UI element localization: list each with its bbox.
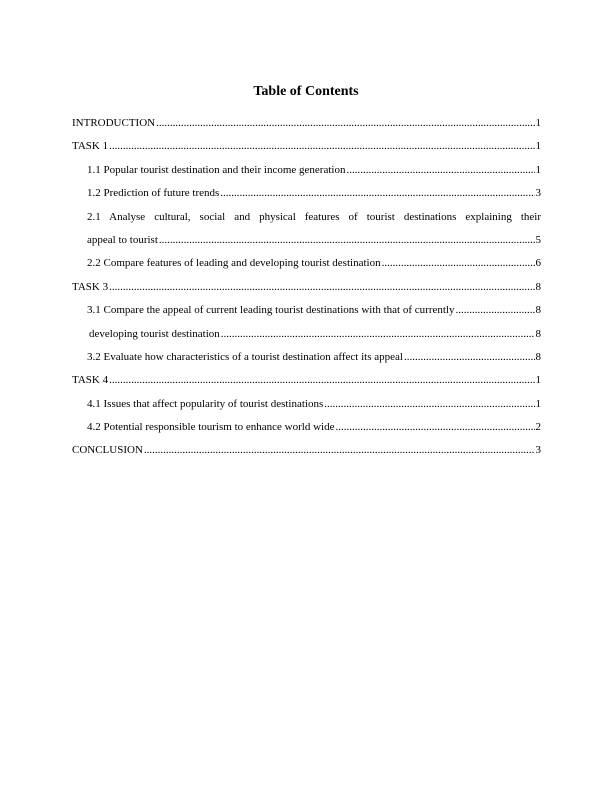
toc-entry-4-2[interactable] bbox=[72, 416, 541, 439]
dot-leader bbox=[109, 369, 534, 392]
toc-entry-label: 3.2 Evaluate how characteristics of a tourist destination affect its appeal bbox=[87, 350, 403, 363]
toc-entry-label: 4.2 Potential responsible tourism to enhance world wide bbox=[87, 421, 335, 434]
toc-entry-2-1-line-1[interactable] bbox=[72, 206, 541, 229]
toc-entry-page: 2 bbox=[535, 421, 541, 434]
toc-entry-label: 2.1 Analyse cultural, social and physical features of tourist destinations explaining their bbox=[87, 210, 541, 223]
toc-entry-1-1[interactable] bbox=[72, 159, 541, 182]
toc-entry-page: 3 bbox=[535, 444, 541, 457]
toc-entry-page: 8 bbox=[535, 350, 541, 363]
toc-entry-label: TASK 1 bbox=[72, 140, 109, 153]
toc-entry-3-1-line-2[interactable] bbox=[72, 323, 541, 346]
dot-leader bbox=[221, 323, 535, 346]
toc-entry-label: 3.1 Compare the appeal of current leading tourist destinations with that of currently bbox=[87, 304, 455, 317]
toc-entry-3-2[interactable] bbox=[72, 346, 541, 369]
toc-entry-page: 5 bbox=[535, 233, 541, 246]
toc-entry-page: 3 bbox=[535, 187, 541, 200]
toc-entry-label: TASK 4 bbox=[72, 374, 109, 387]
toc-entry-page: 1 bbox=[535, 163, 541, 176]
toc-entry-conclusion[interactable] bbox=[72, 439, 541, 462]
toc-entry-1-2[interactable] bbox=[72, 182, 541, 205]
toc-title: Table of Contents bbox=[253, 84, 359, 99]
toc-entry-page: 8 bbox=[535, 304, 541, 317]
toc-entry-page: 8 bbox=[535, 327, 541, 340]
toc-entry-page: 1 bbox=[535, 140, 541, 153]
toc-entry-4-1[interactable] bbox=[72, 393, 541, 416]
toc-entry-label: developing tourist destination bbox=[89, 327, 220, 340]
dot-leader bbox=[455, 299, 534, 322]
toc-entry-label: 4.1 Issues that affect popularity of tourist destinations bbox=[87, 397, 324, 410]
toc-entry-page: 6 bbox=[535, 257, 541, 270]
toc-entry-label: TASK 3 bbox=[72, 280, 109, 293]
toc-entry-task-3[interactable] bbox=[72, 276, 541, 299]
toc-entry-label: CONCLUSION bbox=[72, 444, 143, 457]
table-of-contents bbox=[72, 112, 541, 463]
toc-entry-label: 1.1 Popular tourist destination and their income generation bbox=[87, 163, 346, 176]
dot-leader bbox=[324, 393, 534, 416]
dot-leader bbox=[109, 276, 534, 299]
dot-leader bbox=[404, 346, 535, 369]
dot-leader bbox=[109, 135, 534, 158]
dot-leader bbox=[159, 229, 535, 252]
toc-entry-label: appeal to tourist bbox=[87, 233, 158, 246]
dot-leader bbox=[156, 112, 534, 135]
toc-entry-page: 1 bbox=[535, 397, 541, 410]
dot-leader bbox=[382, 252, 535, 275]
dot-leader bbox=[144, 439, 535, 462]
toc-entry-label: INTRODUCTION bbox=[72, 117, 156, 129]
toc-entry-label: 2.2 Compare features of leading and developing tourist destination bbox=[87, 257, 381, 270]
toc-entry-task-4[interactable] bbox=[72, 369, 541, 392]
dot-leader bbox=[335, 416, 534, 439]
toc-entry-label: 1.2 Prediction of future trends bbox=[87, 187, 220, 200]
toc-entry-page: 1 bbox=[535, 117, 541, 129]
dot-leader bbox=[220, 182, 534, 205]
toc-entry-2-2[interactable] bbox=[72, 252, 541, 275]
toc-entry-page: 1 bbox=[535, 374, 541, 387]
toc-entry-page: 8 bbox=[535, 280, 541, 293]
dot-leader bbox=[346, 159, 534, 182]
toc-entry-2-1-line-2[interactable] bbox=[72, 229, 541, 252]
toc-entry-task-1[interactable] bbox=[72, 135, 541, 158]
toc-entry-3-1-line-1[interactable] bbox=[72, 299, 541, 322]
toc-entry-introduction[interactable] bbox=[72, 112, 541, 135]
